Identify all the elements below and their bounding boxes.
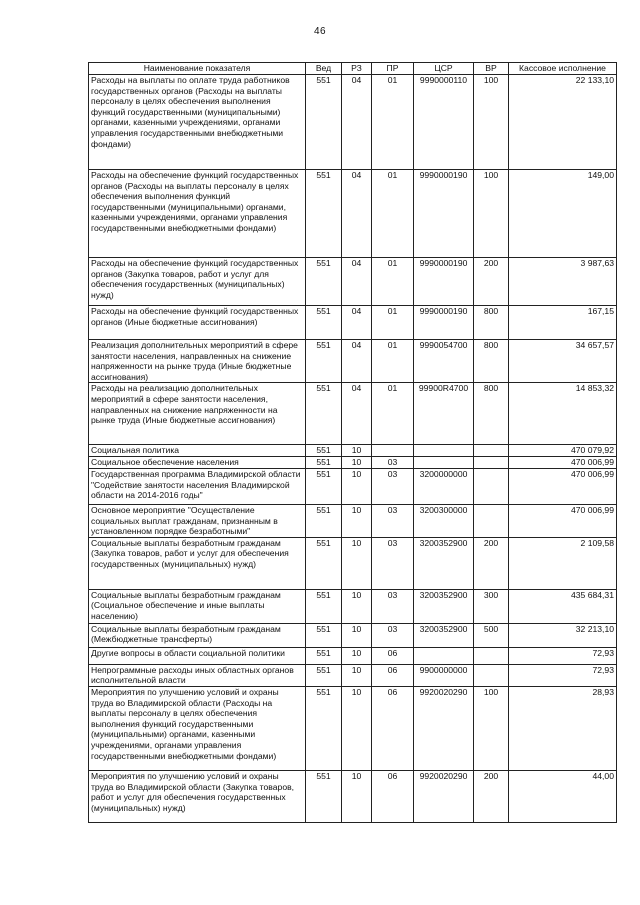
- cell-rz: 04: [342, 340, 372, 383]
- cell-vr: [474, 504, 509, 537]
- cell-ved: 551: [306, 664, 342, 686]
- cell-pr: 01: [372, 258, 414, 306]
- cell-amount: 34 657,57: [509, 340, 617, 383]
- cell-ved: 551: [306, 170, 342, 258]
- cell-ved: 551: [306, 589, 342, 623]
- cell-name: Расходы на обеспечение функций государственных органов (Закупка товаров, работ и услуг для обеспечения государственных (муниципальных) нужд): [89, 258, 306, 306]
- cell-csr: 9990000190: [414, 170, 474, 258]
- cell-amount: 470 006,99: [509, 457, 617, 469]
- cell-rz: 04: [342, 170, 372, 258]
- cell-csr: [414, 445, 474, 457]
- cell-ved: 551: [306, 75, 342, 170]
- cell-rz: 10: [342, 537, 372, 589]
- cell-vr: [474, 445, 509, 457]
- cell-amount: 22 133,10: [509, 75, 617, 170]
- cell-amount: 14 853,32: [509, 383, 617, 445]
- cell-vr: 500: [474, 623, 509, 647]
- table-row: [89, 445, 617, 457]
- cell-ved: 551: [306, 340, 342, 383]
- table-row: [89, 686, 617, 770]
- table-row: [89, 258, 617, 306]
- cell-name: Мероприятия по улучшению условий и охраны труда во Владимирской области (Закупка товаров, работ и услуг для обеспечения государственных (муниципальных) нужд): [89, 770, 306, 822]
- cell-pr: 06: [372, 686, 414, 770]
- cell-csr: 3200300000: [414, 504, 474, 537]
- cell-vr: 200: [474, 258, 509, 306]
- cell-vr: [474, 468, 509, 504]
- cell-amount: 72,93: [509, 664, 617, 686]
- cell-ved: 551: [306, 623, 342, 647]
- cell-rz: 10: [342, 468, 372, 504]
- cell-amount: 28,93: [509, 686, 617, 770]
- cell-pr: 06: [372, 664, 414, 686]
- cell-ved: 551: [306, 468, 342, 504]
- table-row: [89, 383, 617, 445]
- cell-ved: 551: [306, 770, 342, 822]
- cell-pr: 03: [372, 457, 414, 469]
- header-csr: ЦСР: [414, 63, 474, 75]
- cell-name: Социальная политика: [89, 445, 306, 457]
- cell-rz: 10: [342, 647, 372, 664]
- cell-rz: 04: [342, 306, 372, 340]
- cell-amount: 149,00: [509, 170, 617, 258]
- cell-csr: 9920020290: [414, 770, 474, 822]
- cell-rz: 10: [342, 504, 372, 537]
- table-row: [89, 75, 617, 170]
- cell-csr: 3200352900: [414, 589, 474, 623]
- cell-ved: 551: [306, 258, 342, 306]
- cell-ved: 551: [306, 306, 342, 340]
- cell-rz: 04: [342, 258, 372, 306]
- cell-name: Социальные выплаты безработным гражданам (Социальное обеспечение и иные выплаты населению): [89, 589, 306, 623]
- cell-name: Расходы на выплаты по оплате труда работников государственных органов (Расходы на выплаты персоналу в целях обеспечения выполнения функций государственными (муниципальными) органами, казенными учреждениями, органами управления государственными внебюджетными фондами): [89, 75, 306, 170]
- cell-pr: 03: [372, 623, 414, 647]
- table-row: [89, 623, 617, 647]
- cell-name: Социальные выплаты безработным гражданам (Закупка товаров, работ и услуг для обеспечения государственных (муниципальных) нужд): [89, 537, 306, 589]
- cell-pr: 03: [372, 589, 414, 623]
- cell-name: Мероприятия по улучшению условий и охраны труда во Владимирской области (Расходы на выплаты персоналу в целях обеспечения выполнения функций государственными (муниципальными) органами, казенными учреждениями, органами управления государственными внебюджетными фондами): [89, 686, 306, 770]
- cell-pr: 01: [372, 383, 414, 445]
- cell-amount: 2 109,58: [509, 537, 617, 589]
- header-name: Наименование показателя: [89, 63, 306, 75]
- cell-csr: 9990000190: [414, 306, 474, 340]
- cell-pr: 01: [372, 170, 414, 258]
- cell-ved: 551: [306, 383, 342, 445]
- cell-rz: 10: [342, 457, 372, 469]
- cell-csr: 3200352900: [414, 537, 474, 589]
- header-amount: Кассовое исполнение: [509, 63, 617, 75]
- cell-vr: 200: [474, 770, 509, 822]
- cell-amount: 3 987,63: [509, 258, 617, 306]
- cell-ved: 551: [306, 686, 342, 770]
- cell-rz: 10: [342, 664, 372, 686]
- cell-csr: 99900R4700: [414, 383, 474, 445]
- table-row: [89, 504, 617, 537]
- cell-pr: 03: [372, 504, 414, 537]
- cell-csr: [414, 647, 474, 664]
- table-row: [89, 457, 617, 469]
- cell-vr: 200: [474, 537, 509, 589]
- table-row: [89, 664, 617, 686]
- cell-rz: 10: [342, 589, 372, 623]
- header-rz: РЗ: [342, 63, 372, 75]
- page-number: 46: [313, 26, 327, 37]
- cell-vr: [474, 457, 509, 469]
- cell-csr: 3200352900: [414, 623, 474, 647]
- cell-pr: 06: [372, 647, 414, 664]
- cell-vr: 100: [474, 75, 509, 170]
- cell-name: Расходы на реализацию дополнительных мероприятий в сфере занятости населения, направленных на снижение напряженности на рынке труда (Иные бюджетные ассигнования): [89, 383, 306, 445]
- cell-amount: 44,00: [509, 770, 617, 822]
- cell-name: Другие вопросы в области социальной политики: [89, 647, 306, 664]
- cell-name: Расходы на обеспечение функций государственных органов (Иные бюджетные ассигнования): [89, 306, 306, 340]
- cell-name: Государственная программа Владимирской области "Содействие занятости населения Владимирской области на 2014-2016 годы": [89, 468, 306, 504]
- table-row: [89, 589, 617, 623]
- cell-pr: 06: [372, 770, 414, 822]
- table-row: [89, 647, 617, 664]
- cell-csr: 9990000110: [414, 75, 474, 170]
- cell-name: Расходы на обеспечение функций государственных органов (Расходы на выплаты персоналу в целях обеспечения выполнения функций государственными (муниципальными) органами, казенными учреждениями, органами управления государственными внебюджетными фондами): [89, 170, 306, 258]
- cell-pr: 01: [372, 75, 414, 170]
- cell-pr: 01: [372, 340, 414, 383]
- cell-rz: 04: [342, 383, 372, 445]
- cell-ved: 551: [306, 445, 342, 457]
- cell-ved: 551: [306, 457, 342, 469]
- header-vr: ВР: [474, 63, 509, 75]
- cell-csr: 9990000190: [414, 258, 474, 306]
- table-row: [89, 340, 617, 383]
- table-row: [89, 306, 617, 340]
- cell-amount: 470 079,92: [509, 445, 617, 457]
- cell-name: Реализация дополнительных мероприятий в сфере занятости населения, направленных на снижение напряженности на рынке труда (Иные бюджетные ассигнования): [89, 340, 306, 383]
- cell-amount: 470 006,99: [509, 504, 617, 537]
- cell-name: Социальное обеспечение населения: [89, 457, 306, 469]
- cell-vr: 100: [474, 170, 509, 258]
- cell-pr: [372, 445, 414, 457]
- budget-execution-table: [88, 62, 617, 823]
- table-row: [89, 170, 617, 258]
- header-ved: Вед: [306, 63, 342, 75]
- cell-vr: [474, 664, 509, 686]
- cell-vr: 800: [474, 340, 509, 383]
- header-pr: ПР: [372, 63, 414, 75]
- cell-amount: 470 006,99: [509, 468, 617, 504]
- cell-vr: 800: [474, 306, 509, 340]
- cell-vr: 100: [474, 686, 509, 770]
- cell-csr: 9900000000: [414, 664, 474, 686]
- cell-csr: 9990054700: [414, 340, 474, 383]
- cell-rz: 10: [342, 623, 372, 647]
- table-row: [89, 468, 617, 504]
- cell-csr: 3200000000: [414, 468, 474, 504]
- table-row: [89, 537, 617, 589]
- cell-amount: 435 684,31: [509, 589, 617, 623]
- cell-ved: 551: [306, 504, 342, 537]
- cell-vr: 300: [474, 589, 509, 623]
- cell-amount: 32 213,10: [509, 623, 617, 647]
- cell-csr: 9920020290: [414, 686, 474, 770]
- cell-amount: 72,93: [509, 647, 617, 664]
- cell-vr: [474, 647, 509, 664]
- cell-ved: 551: [306, 647, 342, 664]
- cell-pr: 03: [372, 537, 414, 589]
- cell-amount: 167,15: [509, 306, 617, 340]
- cell-rz: 10: [342, 770, 372, 822]
- cell-rz: 04: [342, 75, 372, 170]
- cell-ved: 551: [306, 537, 342, 589]
- cell-csr: [414, 457, 474, 469]
- cell-name: Непрограммные расходы иных областных органов исполнительной власти: [89, 664, 306, 686]
- table-row: [89, 770, 617, 822]
- cell-vr: 800: [474, 383, 509, 445]
- cell-pr: 01: [372, 306, 414, 340]
- cell-name: Социальные выплаты безработным гражданам (Межбюджетные трансферты): [89, 623, 306, 647]
- cell-rz: 10: [342, 686, 372, 770]
- cell-name: Основное мероприятие "Осуществление социальных выплат гражданам, признанным в установленном порядке безработными": [89, 504, 306, 537]
- cell-pr: 03: [372, 468, 414, 504]
- table-header-row: [89, 63, 617, 75]
- cell-rz: 10: [342, 445, 372, 457]
